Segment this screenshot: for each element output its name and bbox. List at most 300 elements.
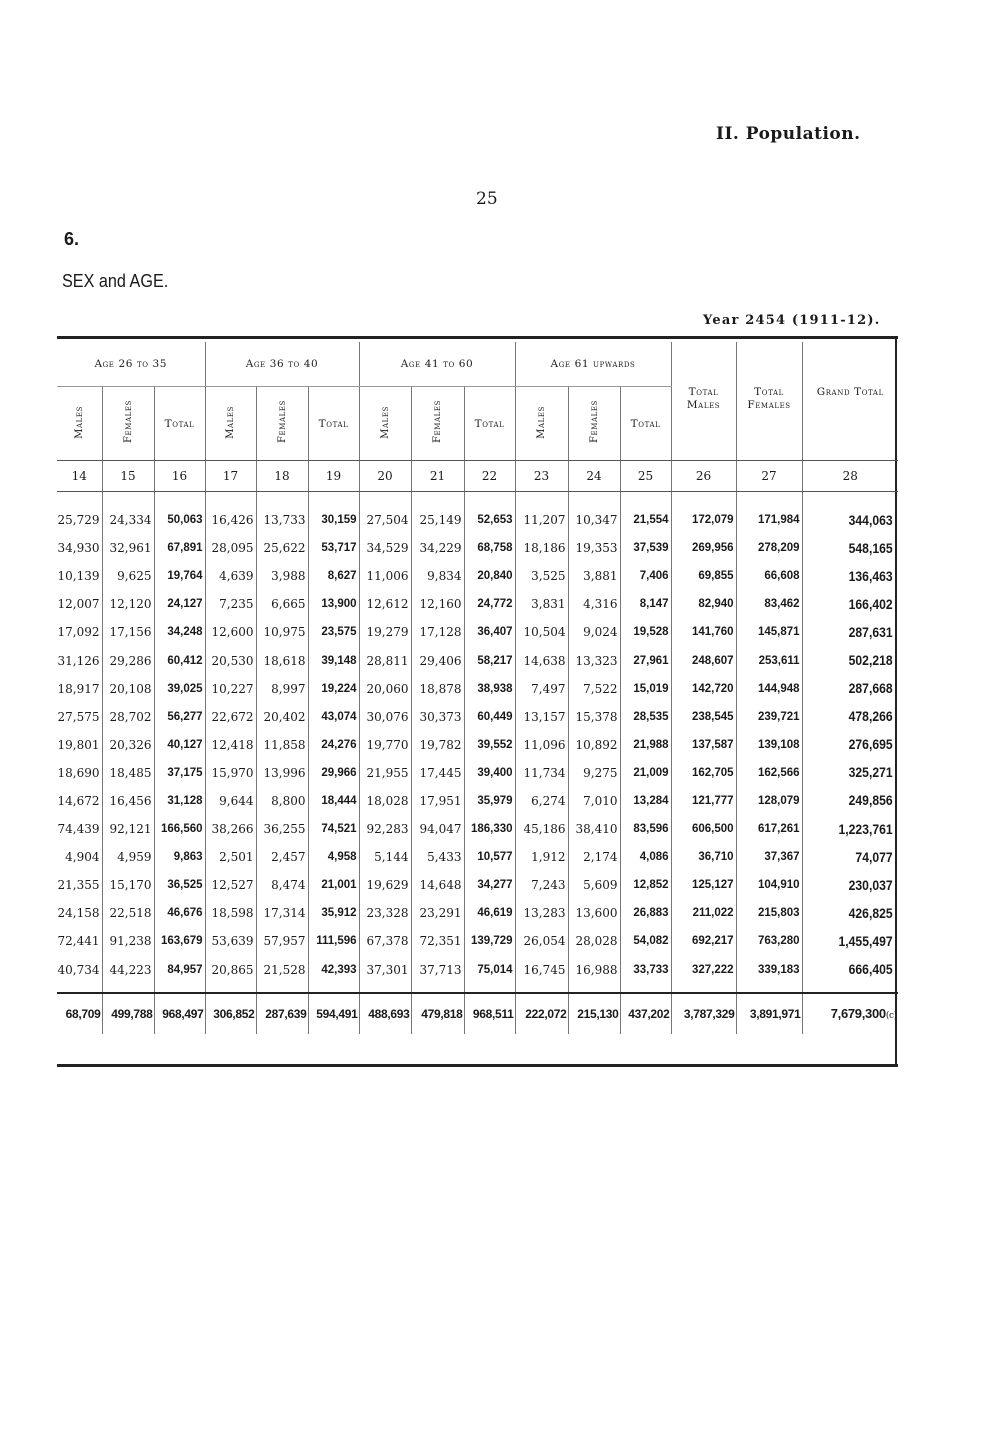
total-cell [802, 993, 898, 1034]
table-cell: 19,770 [359, 731, 411, 759]
table-cell: 11,096 [515, 731, 568, 759]
table-cell: 239,721 [736, 703, 802, 731]
table-cell: 10,347 [568, 506, 620, 534]
table-cell: 17,092 [57, 618, 102, 646]
table-cell: 46,676 [154, 899, 205, 927]
table-row [57, 731, 898, 759]
column-number: 24 [568, 461, 620, 492]
table-cell: 10,892 [568, 731, 620, 759]
table-cell: 1,223,761 [838, 821, 893, 837]
table-cell: 56,277 [154, 703, 205, 731]
table-cell: 7,235 [205, 590, 256, 618]
spacer-cell [411, 984, 464, 993]
table-cell: 141,760 [671, 618, 736, 646]
table-cell: 4,639 [205, 562, 256, 590]
table-cell: 74,439 [57, 815, 102, 843]
total-value: 968,511 [472, 1006, 514, 1021]
table-cell: 8,997 [256, 675, 308, 703]
table-cell: 2,457 [256, 843, 308, 871]
totals-row [57, 993, 898, 1034]
header-males [205, 387, 256, 461]
column-number: 28 [802, 461, 898, 492]
column-number: 23 [515, 461, 568, 492]
spacer-cell [154, 492, 205, 507]
total-cell [515, 993, 568, 1034]
table-cell: 10,227 [205, 675, 256, 703]
table-row [57, 759, 898, 787]
table-cell: 67,378 [359, 927, 411, 955]
table-cell: 136,463 [848, 568, 893, 584]
total-value: 488,693 [368, 1006, 410, 1021]
table-cell: 344,063 [848, 512, 893, 528]
total-cell [102, 993, 154, 1034]
table-cell: 8,800 [256, 787, 308, 815]
table-cell: 10,975 [256, 618, 308, 646]
group-header-age-61-upwards: Age 61 upwards [515, 342, 671, 387]
total-cell [411, 993, 464, 1034]
column-number: 19 [308, 461, 359, 492]
table-cell: 39,025 [154, 675, 205, 703]
table-cell: 128,079 [736, 787, 802, 815]
table-cell: 29,966 [308, 759, 359, 787]
sex-and-age-table-container [57, 342, 898, 1062]
group-header-age-36-40: Age 36 to 40 [205, 342, 359, 387]
table-cell: 92,283 [359, 815, 411, 843]
sex-and-age-table [57, 342, 898, 1034]
total-cell [205, 993, 256, 1034]
total-cell [308, 993, 359, 1034]
table-cell: 287,668 [848, 681, 893, 697]
table-cell: 23,291 [411, 899, 464, 927]
table-cell: 104,910 [736, 871, 802, 899]
total-value: 306,852 [213, 1006, 255, 1021]
table-cell: 28,811 [359, 646, 411, 674]
page-number: 25 [476, 189, 498, 209]
table-cell: 36,710 [671, 843, 736, 871]
table-cell: 12,120 [102, 590, 154, 618]
table-cell: 75,014 [464, 956, 515, 984]
table-cell: 34,229 [411, 534, 464, 562]
table-cell: 4,958 [308, 843, 359, 871]
table-cell: 163,679 [154, 927, 205, 955]
table-cell: 287,631 [848, 624, 893, 640]
table-cell: 67,891 [154, 534, 205, 562]
table-cell: 211,022 [671, 899, 736, 927]
total-value: 287,639 [265, 1006, 307, 1021]
table-row [57, 815, 898, 843]
header-males-label: Males [73, 405, 85, 439]
column-number: 25 [620, 461, 671, 492]
table-cell: 11,006 [359, 562, 411, 590]
header-grand-total: Grand Total [802, 342, 898, 461]
table-cell: 21,355 [57, 871, 102, 899]
column-number: 20 [359, 461, 411, 492]
table-cell: 30,159 [308, 506, 359, 534]
table-cell: 325,271 [848, 765, 893, 781]
total-value: 437,202 [628, 1006, 670, 1021]
table-cell: 23,328 [359, 899, 411, 927]
table-cell: 8,627 [308, 562, 359, 590]
table-cell: 5,609 [568, 871, 620, 899]
table-cell: 30,373 [411, 703, 464, 731]
table-cell: 40,734 [57, 956, 102, 984]
table-cell: 19,629 [359, 871, 411, 899]
table-cell: 94,047 [411, 815, 464, 843]
table-cell: 57,957 [256, 927, 308, 955]
spacer-cell [154, 984, 205, 993]
table-cell: 13,323 [568, 646, 620, 674]
table-cell: 20,326 [102, 731, 154, 759]
total-value: 7,679,300 [830, 1006, 886, 1022]
table-cell: 162,705 [671, 759, 736, 787]
table-cell: 72,351 [411, 927, 464, 955]
table-cell: 17,445 [411, 759, 464, 787]
table-cell: 34,930 [57, 534, 102, 562]
spacer-cell [736, 492, 802, 507]
bottom-rule [57, 1064, 898, 1067]
section-title: II. Population. [716, 124, 861, 144]
table-cell: 15,378 [568, 703, 620, 731]
totals-footnote-mark: (c) [885, 1011, 898, 1022]
table-cell: 28,702 [102, 703, 154, 731]
table-row [57, 534, 898, 562]
table-cell: 19,528 [620, 618, 671, 646]
table-cell: 12,007 [57, 590, 102, 618]
table-cell: 35,979 [464, 787, 515, 815]
table-cell: 20,530 [205, 646, 256, 674]
total-cell [464, 993, 515, 1034]
table-cell: 9,625 [102, 562, 154, 590]
spacer-cell [568, 492, 620, 507]
table-cell: 9,863 [154, 843, 205, 871]
spacer-cell [57, 492, 102, 507]
table-cell: 6,274 [515, 787, 568, 815]
total-value: 479,818 [421, 1006, 463, 1021]
table-cell: 18,186 [515, 534, 568, 562]
table-cell: 4,904 [57, 843, 102, 871]
column-number: 17 [205, 461, 256, 492]
table-cell: 34,529 [359, 534, 411, 562]
table-cell: 7,406 [620, 562, 671, 590]
table-cell: 29,406 [411, 646, 464, 674]
header-females [102, 387, 154, 461]
table-cell: 68,758 [464, 534, 515, 562]
table-cell: 9,275 [568, 759, 620, 787]
table-cell: 4,959 [102, 843, 154, 871]
total-cell [359, 993, 411, 1034]
table-cell: 7,497 [515, 675, 568, 703]
table-cell: 11,734 [515, 759, 568, 787]
table-cell: 72,441 [57, 927, 102, 955]
header-females [256, 387, 308, 461]
table-cell: 145,871 [736, 618, 802, 646]
table-cell: 17,156 [102, 618, 154, 646]
table-cell: 13,996 [256, 759, 308, 787]
table-cell: 52,653 [464, 506, 515, 534]
table-cell: 172,079 [671, 506, 736, 534]
header-females-label: Females [276, 400, 288, 444]
table-cell: 14,672 [57, 787, 102, 815]
spacer-row [57, 984, 898, 993]
table-cell: 69,855 [671, 562, 736, 590]
table-cell: 13,157 [515, 703, 568, 731]
table-cell: 7,243 [515, 871, 568, 899]
table-cell: 21,009 [620, 759, 671, 787]
table-cell: 21,554 [620, 506, 671, 534]
table-row [57, 871, 898, 899]
table-cell: 20,060 [359, 675, 411, 703]
spacer-cell [411, 492, 464, 507]
table-cell: 18,618 [256, 646, 308, 674]
table-cell: 17,314 [256, 899, 308, 927]
table-cell: 13,733 [256, 506, 308, 534]
table-cell: 28,028 [568, 927, 620, 955]
table-cell: 139,729 [464, 927, 515, 955]
table-cell: 20,865 [205, 956, 256, 984]
table-cell: 28,535 [620, 703, 671, 731]
header-total: Total [308, 387, 359, 461]
table-cell: 7,010 [568, 787, 620, 815]
table-cell: 32,961 [102, 534, 154, 562]
table-cell: 142,720 [671, 675, 736, 703]
table-cell: 37,175 [154, 759, 205, 787]
table-cell: 2,501 [205, 843, 256, 871]
table-cell: 37,713 [411, 956, 464, 984]
total-value: 68,709 [65, 1006, 101, 1021]
header-females-label: Females [588, 400, 600, 444]
table-cell: 11,858 [256, 731, 308, 759]
table-cell: 1,912 [515, 843, 568, 871]
table-cell: 30,076 [359, 703, 411, 731]
table-cell: 606,500 [671, 815, 736, 843]
table-cell: 9,024 [568, 618, 620, 646]
table-cell: 38,266 [205, 815, 256, 843]
table-cell: 54,082 [620, 927, 671, 955]
table-cell: 74,077 [855, 849, 893, 865]
table-cell: 19,801 [57, 731, 102, 759]
table-cell: 24,772 [464, 590, 515, 618]
table-row [57, 899, 898, 927]
table-cell: 60,449 [464, 703, 515, 731]
spacer-cell [205, 984, 256, 993]
table-cell: 166,402 [848, 596, 893, 612]
total-value: 3,787,329 [683, 1006, 735, 1021]
table-cell: 478,266 [848, 709, 893, 725]
column-number: 21 [411, 461, 464, 492]
table-cell: 82,940 [671, 590, 736, 618]
table-cell: 37,539 [620, 534, 671, 562]
table-cell: 186,330 [464, 815, 515, 843]
table-cell: 238,545 [671, 703, 736, 731]
header-females-label: Females [432, 400, 444, 444]
spacer-cell [620, 984, 671, 993]
table-cell: 66,608 [736, 562, 802, 590]
table-cell: 278,209 [736, 534, 802, 562]
table-row [57, 956, 898, 984]
header-total: Total [464, 387, 515, 461]
table-cell: 26,883 [620, 899, 671, 927]
column-number: 16 [154, 461, 205, 492]
table-row [57, 618, 898, 646]
table-cell: 7,522 [568, 675, 620, 703]
table-cell: 33,733 [620, 956, 671, 984]
table-cell: 17,951 [411, 787, 464, 815]
column-number-row [57, 461, 898, 492]
table-cell: 45,186 [515, 815, 568, 843]
spacer-cell [802, 984, 898, 993]
spacer-cell [102, 984, 154, 993]
table-cell: 60,412 [154, 646, 205, 674]
table-cell: 426,825 [848, 905, 893, 921]
table-cell: 10,504 [515, 618, 568, 646]
column-number: 18 [256, 461, 308, 492]
header-females-label: Females [122, 400, 134, 444]
table-cell: 36,407 [464, 618, 515, 646]
table-cell: 9,644 [205, 787, 256, 815]
total-value: 968,497 [162, 1006, 204, 1021]
total-cell [671, 993, 736, 1034]
table-cell: 38,938 [464, 675, 515, 703]
table-row [57, 506, 898, 534]
table-row [57, 590, 898, 618]
table-row [57, 787, 898, 815]
table-cell: 31,126 [57, 646, 102, 674]
header-males-label: Males [379, 405, 391, 439]
table-cell: 46,619 [464, 899, 515, 927]
table-cell: 37,367 [736, 843, 802, 871]
table-cell: 19,353 [568, 534, 620, 562]
total-cell [568, 993, 620, 1034]
table-cell: 21,988 [620, 731, 671, 759]
table-cell: 83,462 [736, 590, 802, 618]
total-value: 222,072 [525, 1006, 567, 1021]
header-males [515, 387, 568, 461]
table-cell: 25,622 [256, 534, 308, 562]
table-cell: 18,485 [102, 759, 154, 787]
table-cell: 20,840 [464, 562, 515, 590]
table-cell: 3,988 [256, 562, 308, 590]
spacer-cell [802, 492, 898, 507]
table-cell: 18,028 [359, 787, 411, 815]
header-males [57, 387, 102, 461]
header-males-label: Males [536, 405, 548, 439]
table-cell: 166,560 [154, 815, 205, 843]
table-cell: 27,575 [57, 703, 102, 731]
table-row [57, 703, 898, 731]
year-label: Year 2454 (1911-12). [703, 313, 881, 328]
table-cell: 36,525 [154, 871, 205, 899]
table-title: SEX and AGE. [62, 271, 169, 291]
table-cell: 26,054 [515, 927, 568, 955]
table-cell: 15,170 [102, 871, 154, 899]
table-cell: 10,577 [464, 843, 515, 871]
table-cell: 548,165 [848, 540, 893, 556]
table-cell: 12,160 [411, 590, 464, 618]
table-row [57, 927, 898, 955]
table-cell: 24,158 [57, 899, 102, 927]
total-cell [736, 993, 802, 1034]
table-cell: 31,128 [154, 787, 205, 815]
table-cell: 21,528 [256, 956, 308, 984]
table-cell: 18,878 [411, 675, 464, 703]
column-number: 22 [464, 461, 515, 492]
table-cell: 14,648 [411, 871, 464, 899]
table-cell: 139,108 [736, 731, 802, 759]
total-cell [256, 993, 308, 1034]
table-cell: 27,961 [620, 646, 671, 674]
table-cell: 3,831 [515, 590, 568, 618]
table-cell: 15,970 [205, 759, 256, 787]
spacer-cell [515, 984, 568, 993]
table-cell: 42,393 [308, 956, 359, 984]
table-cell: 25,149 [411, 506, 464, 534]
table-cell: 39,400 [464, 759, 515, 787]
group-header-row [57, 342, 898, 387]
table-cell: 666,405 [848, 962, 893, 978]
table-cell: 3,525 [515, 562, 568, 590]
table-cell: 20,108 [102, 675, 154, 703]
column-number: 14 [57, 461, 102, 492]
column-number: 26 [671, 461, 736, 492]
table-cell: 2,174 [568, 843, 620, 871]
total-cell [57, 993, 102, 1034]
header-males-label: Males [225, 405, 237, 439]
table-cell: 162,566 [736, 759, 802, 787]
header-total: Total [620, 387, 671, 461]
spacer-cell [308, 984, 359, 993]
table-cell: 13,600 [568, 899, 620, 927]
table-cell: 276,695 [848, 737, 893, 753]
table-cell: 25,729 [57, 506, 102, 534]
table-cell: 1,455,497 [838, 933, 893, 949]
table-cell: 13,283 [515, 899, 568, 927]
table-cell: 39,148 [308, 646, 359, 674]
table-cell: 53,639 [205, 927, 256, 955]
total-value: 215,130 [577, 1006, 619, 1021]
spacer-cell [102, 492, 154, 507]
table-cell: 22,518 [102, 899, 154, 927]
table-cell: 617,261 [736, 815, 802, 843]
spacer-cell [359, 984, 411, 993]
table-cell: 13,284 [620, 787, 671, 815]
table-row [57, 675, 898, 703]
spacer-cell [359, 492, 411, 507]
spacer-cell [620, 492, 671, 507]
table-cell: 16,988 [568, 956, 620, 984]
table-cell: 763,280 [736, 927, 802, 955]
table-cell: 84,957 [154, 956, 205, 984]
table-cell: 4,316 [568, 590, 620, 618]
spacer-cell [256, 984, 308, 993]
table-cell: 253,611 [736, 646, 802, 674]
total-cell [620, 993, 671, 1034]
table-cell: 248,607 [671, 646, 736, 674]
spacer-cell [256, 492, 308, 507]
table-cell: 34,248 [154, 618, 205, 646]
table-cell: 18,690 [57, 759, 102, 787]
table-cell: 9,834 [411, 562, 464, 590]
table-cell: 16,745 [515, 956, 568, 984]
table-cell: 125,127 [671, 871, 736, 899]
table-cell: 14,638 [515, 646, 568, 674]
table-cell: 58,217 [464, 646, 515, 674]
table-cell: 12,527 [205, 871, 256, 899]
table-cell: 24,276 [308, 731, 359, 759]
total-cell [154, 993, 205, 1034]
table-cell: 121,777 [671, 787, 736, 815]
header-total: Total [154, 387, 205, 461]
table-cell: 24,127 [154, 590, 205, 618]
